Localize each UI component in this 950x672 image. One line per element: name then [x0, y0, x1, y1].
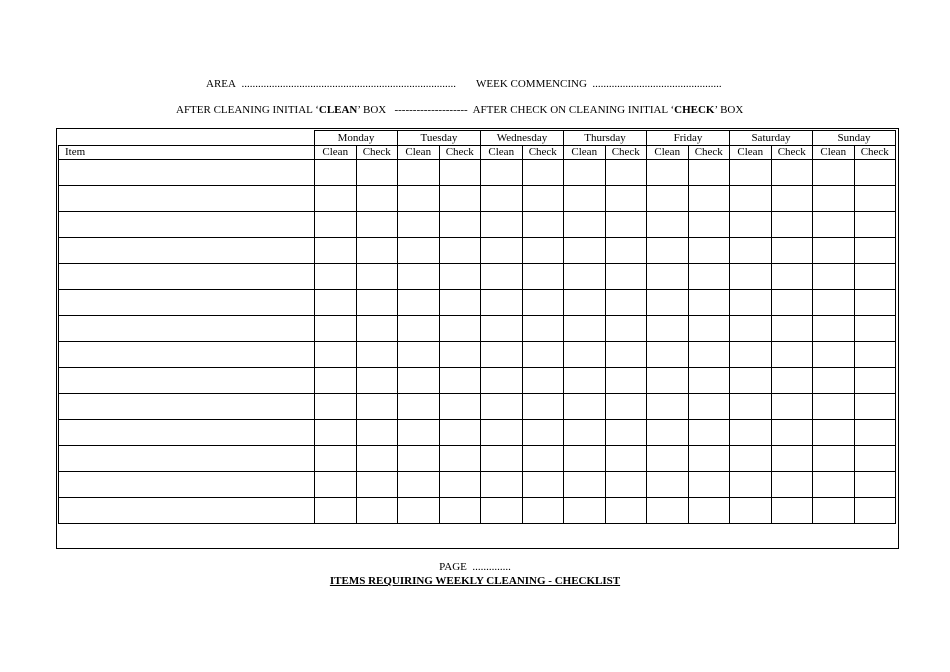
clean-cell-saturday[interactable]: [730, 368, 772, 394]
clean-cell-wednesday[interactable]: [481, 186, 523, 212]
check-cell-friday[interactable]: [688, 420, 730, 446]
check-cell-friday[interactable]: [688, 264, 730, 290]
clean-cell-wednesday[interactable]: [481, 316, 523, 342]
check-header: Check: [605, 146, 647, 160]
check-cell-friday[interactable]: [688, 316, 730, 342]
clean-cell-friday[interactable]: [647, 264, 689, 290]
check-cell-monday[interactable]: [356, 186, 398, 212]
clean-cell-monday[interactable]: [315, 238, 357, 264]
check-cell-saturday[interactable]: [771, 368, 813, 394]
week-commencing-field: [476, 78, 722, 90]
check-cell-sunday[interactable]: [854, 420, 896, 446]
check-cell-saturday[interactable]: [771, 446, 813, 472]
check-cell-monday[interactable]: [356, 264, 398, 290]
check-cell-sunday[interactable]: [854, 212, 896, 238]
item-cell[interactable]: [59, 160, 315, 186]
clean-cell-thursday[interactable]: [564, 368, 606, 394]
clean-cell-friday[interactable]: [647, 368, 689, 394]
check-cell-saturday[interactable]: [771, 342, 813, 368]
clean-cell-thursday[interactable]: [564, 212, 606, 238]
check-cell-monday[interactable]: [356, 342, 398, 368]
check-header: Check: [771, 146, 813, 160]
check-header: Check: [688, 146, 730, 160]
table-row: [59, 238, 896, 264]
check-cell-monday[interactable]: [356, 290, 398, 316]
clean-cell-sunday[interactable]: [813, 368, 855, 394]
clean-cell-wednesday[interactable]: [481, 160, 523, 186]
check-cell-thursday[interactable]: [605, 394, 647, 420]
clean-cell-monday[interactable]: [315, 472, 357, 498]
check-header: Check: [439, 146, 481, 160]
clean-cell-friday[interactable]: [647, 394, 689, 420]
area-field: [206, 78, 456, 90]
clean-cell-monday[interactable]: [315, 342, 357, 368]
clean-cell-friday[interactable]: [647, 420, 689, 446]
check-cell-sunday[interactable]: [854, 472, 896, 498]
check-cell-wednesday[interactable]: [522, 316, 564, 342]
item-cell[interactable]: [59, 446, 315, 472]
day-header-thursday: Thursday: [564, 131, 647, 146]
day-header-monday: Monday: [315, 131, 398, 146]
clean-cell-saturday[interactable]: [730, 446, 772, 472]
check-cell-wednesday[interactable]: [522, 160, 564, 186]
check-cell-tuesday[interactable]: [439, 160, 481, 186]
check-cell-thursday[interactable]: [605, 472, 647, 498]
clean-cell-wednesday[interactable]: [481, 394, 523, 420]
clean-cell-friday[interactable]: [647, 498, 689, 524]
check-header: Check: [356, 146, 398, 160]
table-row: [59, 420, 896, 446]
check-cell-saturday[interactable]: [771, 394, 813, 420]
clean-cell-monday[interactable]: [315, 160, 357, 186]
clean-cell-friday[interactable]: [647, 342, 689, 368]
check-cell-tuesday[interactable]: [439, 446, 481, 472]
check-cell-friday[interactable]: [688, 186, 730, 212]
check-cell-saturday[interactable]: [771, 160, 813, 186]
clean-cell-monday[interactable]: [315, 316, 357, 342]
check-cell-tuesday[interactable]: [439, 238, 481, 264]
clean-cell-sunday[interactable]: [813, 342, 855, 368]
check-cell-wednesday[interactable]: [522, 446, 564, 472]
check-cell-wednesday[interactable]: [522, 212, 564, 238]
clean-cell-tuesday[interactable]: [398, 394, 440, 420]
clean-cell-sunday[interactable]: [813, 316, 855, 342]
instruction-text-1: AFTER CLEANING INITIAL ‘: [176, 104, 319, 116]
check-cell-friday[interactable]: [688, 342, 730, 368]
check-cell-wednesday[interactable]: [522, 290, 564, 316]
clean-cell-monday[interactable]: [315, 290, 357, 316]
table-row: [59, 160, 896, 186]
clean-cell-thursday[interactable]: [564, 290, 606, 316]
clean-cell-sunday[interactable]: [813, 290, 855, 316]
clean-cell-friday[interactable]: [647, 290, 689, 316]
clean-cell-wednesday[interactable]: [481, 342, 523, 368]
clean-cell-tuesday[interactable]: [398, 342, 440, 368]
check-header: Check: [522, 146, 564, 160]
clean-cell-monday[interactable]: [315, 446, 357, 472]
instruction-text-2: ’ BOX -------------------- AFTER CHECK ON CLEANING INITIAL ‘: [357, 104, 675, 116]
day-header-friday: Friday: [647, 131, 730, 146]
clean-cell-friday[interactable]: [647, 238, 689, 264]
clean-check-header-row: [59, 146, 896, 160]
table-row: [59, 186, 896, 212]
clean-cell-thursday[interactable]: [564, 498, 606, 524]
check-cell-wednesday[interactable]: [522, 394, 564, 420]
table-row: [59, 316, 896, 342]
clean-header: Clean: [813, 146, 855, 160]
check-cell-thursday[interactable]: [605, 212, 647, 238]
clean-cell-saturday[interactable]: [730, 212, 772, 238]
week-commencing-label: WEEK COMMENCING: [476, 78, 587, 90]
clean-cell-saturday[interactable]: [730, 290, 772, 316]
table-row: [59, 394, 896, 420]
clean-cell-thursday[interactable]: [564, 316, 606, 342]
check-cell-saturday[interactable]: [771, 212, 813, 238]
instruction-text-3: ’ BOX: [714, 104, 744, 116]
item-cell[interactable]: [59, 316, 315, 342]
day-header-wednesday: Wednesday: [481, 131, 564, 146]
clean-cell-thursday[interactable]: [564, 238, 606, 264]
check-cell-monday[interactable]: [356, 498, 398, 524]
clean-cell-thursday[interactable]: [564, 160, 606, 186]
clean-cell-sunday[interactable]: [813, 446, 855, 472]
check-cell-friday[interactable]: [688, 394, 730, 420]
clean-cell-sunday[interactable]: [813, 186, 855, 212]
clean-cell-monday[interactable]: [315, 368, 357, 394]
clean-cell-wednesday[interactable]: [481, 290, 523, 316]
clean-cell-tuesday[interactable]: [398, 446, 440, 472]
item-cell[interactable]: [59, 264, 315, 290]
clean-cell-thursday[interactable]: [564, 186, 606, 212]
item-cell[interactable]: [59, 342, 315, 368]
clean-cell-tuesday[interactable]: [398, 316, 440, 342]
check-cell-saturday[interactable]: [771, 290, 813, 316]
check-cell-sunday[interactable]: [854, 316, 896, 342]
check-cell-saturday[interactable]: [771, 472, 813, 498]
check-cell-monday[interactable]: [356, 238, 398, 264]
clean-cell-saturday[interactable]: [730, 498, 772, 524]
check-cell-sunday[interactable]: [854, 368, 896, 394]
clean-cell-wednesday[interactable]: [481, 472, 523, 498]
table-row: [59, 472, 896, 498]
check-cell-thursday[interactable]: [605, 446, 647, 472]
day-header-saturday: Saturday: [730, 131, 813, 146]
clean-cell-saturday[interactable]: [730, 316, 772, 342]
check-cell-tuesday[interactable]: [439, 186, 481, 212]
clean-cell-thursday[interactable]: [564, 264, 606, 290]
clean-cell-thursday[interactable]: [564, 446, 606, 472]
check-cell-sunday[interactable]: [854, 264, 896, 290]
clean-cell-tuesday[interactable]: [398, 186, 440, 212]
check-cell-friday[interactable]: [688, 446, 730, 472]
clean-cell-sunday[interactable]: [813, 472, 855, 498]
check-cell-monday[interactable]: [356, 420, 398, 446]
table-row: [59, 342, 896, 368]
clean-cell-tuesday[interactable]: [398, 290, 440, 316]
table-row: [59, 446, 896, 472]
check-cell-monday[interactable]: [356, 394, 398, 420]
clean-header: Clean: [730, 146, 772, 160]
check-cell-sunday[interactable]: [854, 342, 896, 368]
check-cell-monday[interactable]: [356, 160, 398, 186]
check-cell-sunday[interactable]: [854, 446, 896, 472]
check-cell-tuesday[interactable]: [439, 290, 481, 316]
day-header-sunday: Sunday: [813, 131, 896, 146]
area-label: AREA: [206, 78, 236, 90]
clean-cell-thursday[interactable]: [564, 472, 606, 498]
clean-cell-saturday[interactable]: [730, 186, 772, 212]
clean-header: Clean: [564, 146, 606, 160]
clean-cell-saturday[interactable]: [730, 264, 772, 290]
clean-cell-monday[interactable]: [315, 186, 357, 212]
check-cell-wednesday[interactable]: [522, 186, 564, 212]
check-cell-wednesday[interactable]: [522, 472, 564, 498]
clean-cell-friday[interactable]: [647, 472, 689, 498]
clean-cell-saturday[interactable]: [730, 238, 772, 264]
clean-cell-wednesday[interactable]: [481, 498, 523, 524]
check-cell-tuesday[interactable]: [439, 316, 481, 342]
check-cell-tuesday[interactable]: [439, 498, 481, 524]
check-cell-monday[interactable]: [356, 316, 398, 342]
clean-cell-tuesday[interactable]: [398, 212, 440, 238]
clean-cell-sunday[interactable]: [813, 238, 855, 264]
check-cell-saturday[interactable]: [771, 264, 813, 290]
instructions: [176, 104, 743, 116]
check-cell-monday[interactable]: [356, 212, 398, 238]
clean-cell-sunday[interactable]: [813, 498, 855, 524]
check-cell-sunday[interactable]: [854, 238, 896, 264]
check-cell-thursday[interactable]: [605, 316, 647, 342]
check-cell-saturday[interactable]: [771, 238, 813, 264]
clean-cell-monday[interactable]: [315, 394, 357, 420]
check-cell-friday[interactable]: [688, 472, 730, 498]
clean-cell-tuesday[interactable]: [398, 498, 440, 524]
item-header: Item: [59, 146, 315, 160]
clean-header: Clean: [647, 146, 689, 160]
check-cell-tuesday[interactable]: [439, 342, 481, 368]
check-cell-sunday[interactable]: [854, 290, 896, 316]
clean-cell-wednesday[interactable]: [481, 238, 523, 264]
page-label: PAGE: [439, 561, 467, 573]
check-cell-wednesday[interactable]: [522, 368, 564, 394]
check-header: Check: [854, 146, 896, 160]
document-title: ITEMS REQUIRING WEEKLY CLEANING - CHECKLIST: [329, 575, 621, 587]
cleaning-checklist-table: [58, 130, 896, 524]
clean-cell-tuesday[interactable]: [398, 420, 440, 446]
page-field: [0, 561, 950, 573]
clean-cell-saturday[interactable]: [730, 420, 772, 446]
check-cell-sunday[interactable]: [854, 160, 896, 186]
clean-cell-tuesday[interactable]: [398, 368, 440, 394]
check-cell-thursday[interactable]: [605, 420, 647, 446]
check-cell-friday[interactable]: [688, 212, 730, 238]
item-cell[interactable]: [59, 394, 315, 420]
check-cell-friday[interactable]: [688, 368, 730, 394]
check-cell-wednesday[interactable]: [522, 264, 564, 290]
item-cell[interactable]: [59, 290, 315, 316]
check-cell-friday[interactable]: [688, 160, 730, 186]
clean-cell-thursday[interactable]: [564, 342, 606, 368]
check-cell-tuesday[interactable]: [439, 264, 481, 290]
clean-header: Clean: [398, 146, 440, 160]
item-cell[interactable]: [59, 368, 315, 394]
check-cell-thursday[interactable]: [605, 160, 647, 186]
item-cell[interactable]: [59, 238, 315, 264]
clean-cell-monday[interactable]: [315, 212, 357, 238]
check-cell-friday[interactable]: [688, 498, 730, 524]
clean-cell-tuesday[interactable]: [398, 264, 440, 290]
check-cell-thursday[interactable]: [605, 498, 647, 524]
clean-cell-wednesday[interactable]: [481, 212, 523, 238]
clean-cell-wednesday[interactable]: [481, 446, 523, 472]
check-cell-tuesday[interactable]: [439, 368, 481, 394]
instruction-check-word: CHECK: [674, 104, 715, 116]
check-cell-tuesday[interactable]: [439, 472, 481, 498]
item-cell[interactable]: [59, 212, 315, 238]
check-cell-saturday[interactable]: [771, 498, 813, 524]
clean-cell-monday[interactable]: [315, 264, 357, 290]
clean-cell-sunday[interactable]: [813, 160, 855, 186]
check-cell-thursday[interactable]: [605, 290, 647, 316]
item-cell[interactable]: [59, 472, 315, 498]
clean-cell-tuesday[interactable]: [398, 472, 440, 498]
check-cell-thursday[interactable]: [605, 186, 647, 212]
check-cell-wednesday[interactable]: [522, 342, 564, 368]
clean-cell-tuesday[interactable]: [398, 160, 440, 186]
item-cell[interactable]: [59, 498, 315, 524]
check-cell-wednesday[interactable]: [522, 498, 564, 524]
clean-header: Clean: [315, 146, 357, 160]
check-cell-friday[interactable]: [688, 290, 730, 316]
clean-cell-saturday[interactable]: [730, 342, 772, 368]
check-cell-monday[interactable]: [356, 472, 398, 498]
check-cell-saturday[interactable]: [771, 420, 813, 446]
clean-cell-saturday[interactable]: [730, 394, 772, 420]
blank-corner: [59, 131, 315, 146]
clean-cell-wednesday[interactable]: [481, 368, 523, 394]
clean-cell-friday[interactable]: [647, 446, 689, 472]
clean-cell-saturday[interactable]: [730, 472, 772, 498]
clean-cell-saturday[interactable]: [730, 160, 772, 186]
item-cell[interactable]: [59, 420, 315, 446]
table-row: [59, 498, 896, 524]
check-cell-monday[interactable]: [356, 446, 398, 472]
check-cell-wednesday[interactable]: [522, 420, 564, 446]
table-row: [59, 368, 896, 394]
check-cell-tuesday[interactable]: [439, 212, 481, 238]
clean-cell-thursday[interactable]: [564, 394, 606, 420]
check-cell-saturday[interactable]: [771, 316, 813, 342]
page-dots[interactable]: ..............: [472, 561, 511, 573]
clean-cell-monday[interactable]: [315, 498, 357, 524]
table-row: [59, 264, 896, 290]
clean-cell-monday[interactable]: [315, 420, 357, 446]
instruction-clean-word: CLEAN: [318, 104, 358, 116]
clean-cell-sunday[interactable]: [813, 264, 855, 290]
clean-cell-wednesday[interactable]: [481, 420, 523, 446]
clean-cell-wednesday[interactable]: [481, 264, 523, 290]
clean-cell-friday[interactable]: [647, 212, 689, 238]
clean-cell-thursday[interactable]: [564, 420, 606, 446]
area-dots[interactable]: ..............................................................................: [241, 78, 456, 90]
check-cell-thursday[interactable]: [605, 264, 647, 290]
week-commencing-dots[interactable]: ...............................................: [592, 78, 722, 90]
check-cell-sunday[interactable]: [854, 498, 896, 524]
check-cell-thursday[interactable]: [605, 238, 647, 264]
clean-cell-tuesday[interactable]: [398, 238, 440, 264]
table-row: [59, 212, 896, 238]
clean-cell-sunday[interactable]: [813, 212, 855, 238]
clean-cell-friday[interactable]: [647, 316, 689, 342]
check-cell-friday[interactable]: [688, 238, 730, 264]
check-cell-thursday[interactable]: [605, 342, 647, 368]
check-cell-thursday[interactable]: [605, 368, 647, 394]
clean-cell-friday[interactable]: [647, 186, 689, 212]
check-cell-monday[interactable]: [356, 368, 398, 394]
check-cell-sunday[interactable]: [854, 186, 896, 212]
clean-cell-friday[interactable]: [647, 160, 689, 186]
item-cell[interactable]: [59, 186, 315, 212]
check-cell-wednesday[interactable]: [522, 238, 564, 264]
clean-header: Clean: [481, 146, 523, 160]
check-cell-tuesday[interactable]: [439, 394, 481, 420]
check-cell-sunday[interactable]: [854, 394, 896, 420]
day-header-tuesday: Tuesday: [398, 131, 481, 146]
check-cell-saturday[interactable]: [771, 186, 813, 212]
table-row: [59, 290, 896, 316]
clean-cell-sunday[interactable]: [813, 394, 855, 420]
check-cell-tuesday[interactable]: [439, 420, 481, 446]
clean-cell-sunday[interactable]: [813, 420, 855, 446]
day-header-row: [59, 131, 896, 146]
